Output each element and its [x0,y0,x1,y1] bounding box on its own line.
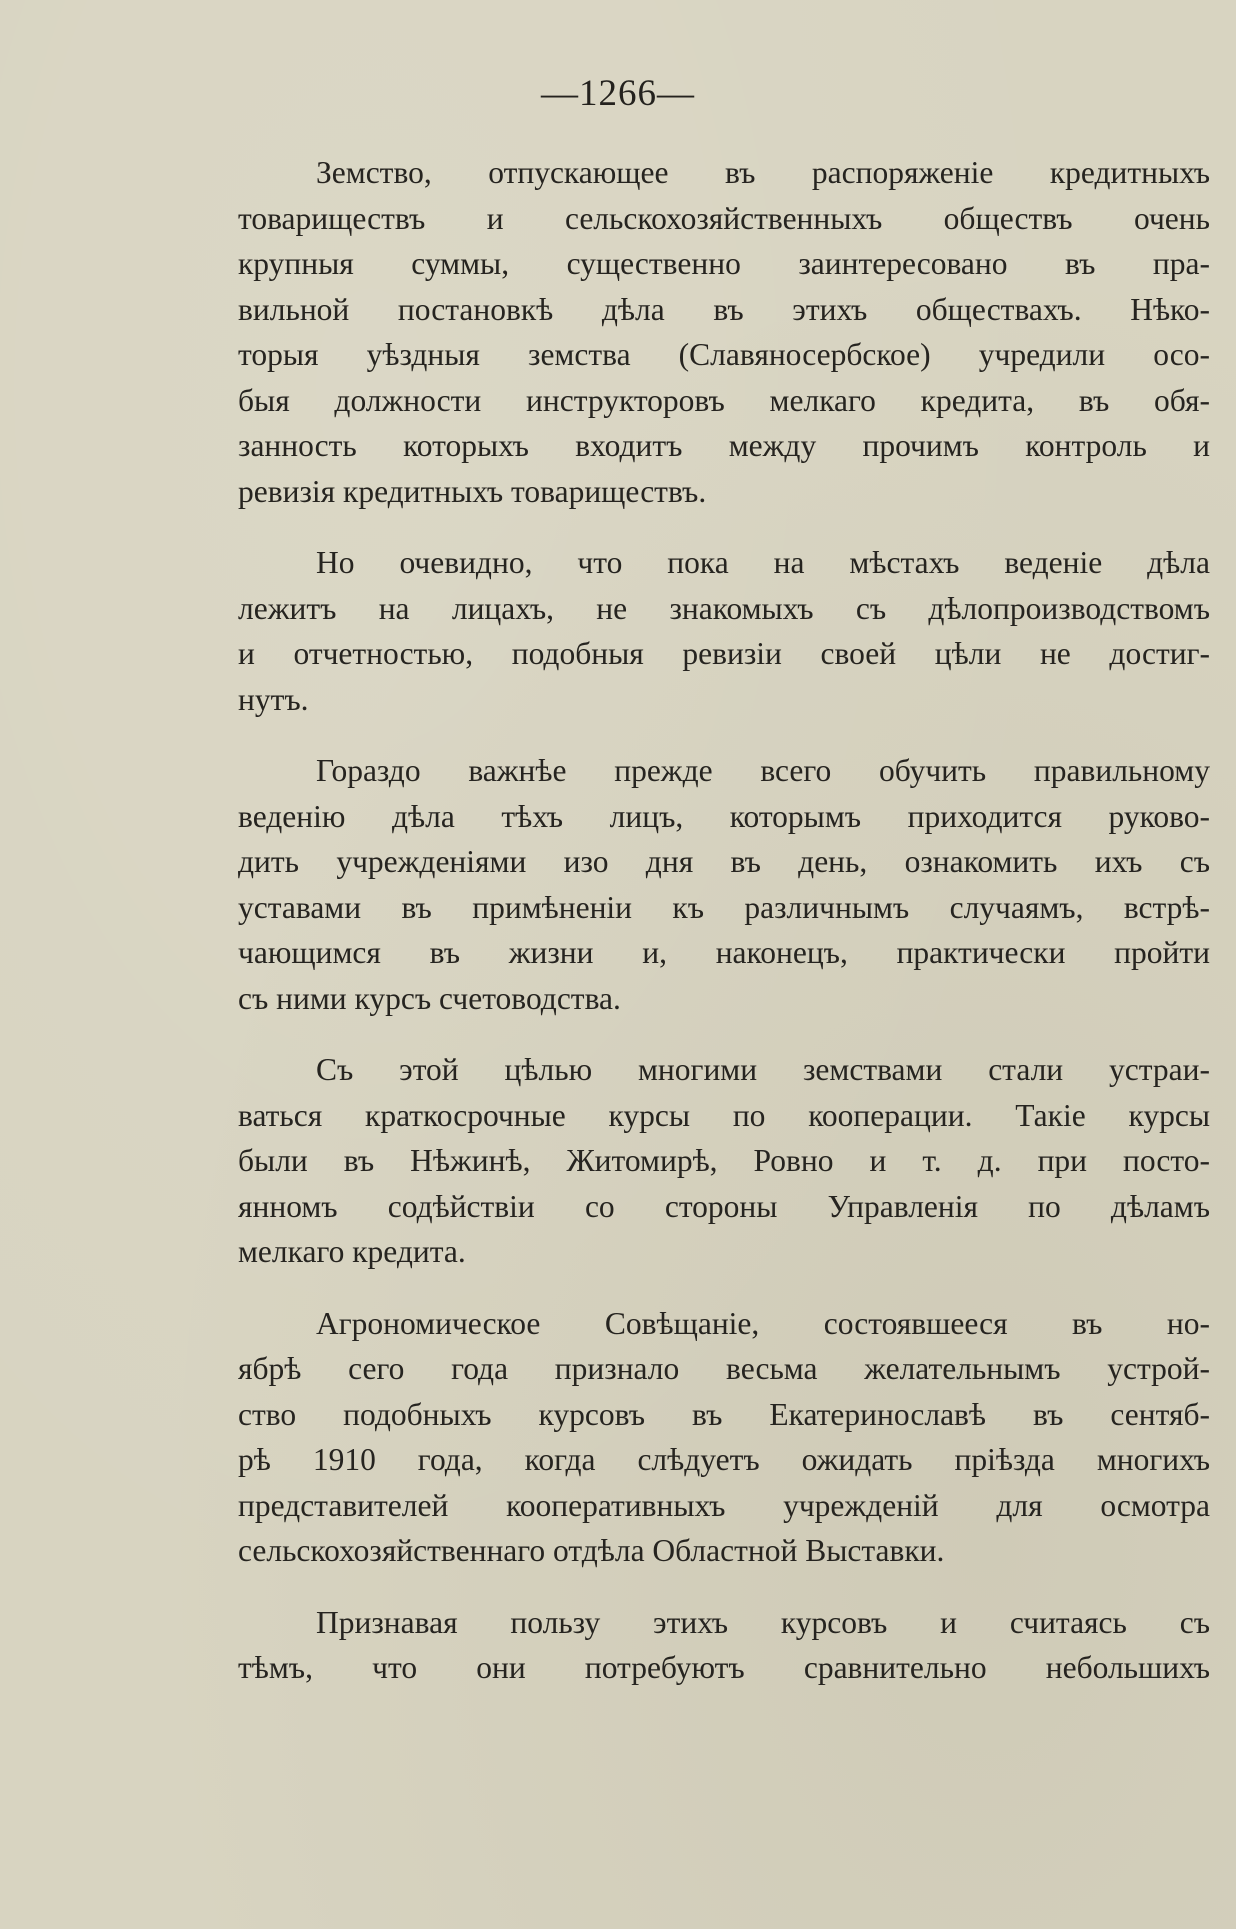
text-line: чающимся въ жизни и, наконецъ, практически пройти [238,935,1210,970]
text-line: ваться краткосрочные курсы по кооперации. Такіе курсы [238,1097,1210,1133]
paragraph-4 [238,1047,1210,1275]
text-line: ство подобныхъ курсовъ въ Екатеринославѣ въ сентяб- [238,1396,1210,1432]
text-line: были въ Нѣжинѣ, Житомирѣ, Ровно и т. д. при посто- [238,1143,1210,1178]
paragraph-1 [238,150,1210,514]
text-line: торыя уѣздныя земства (Славяносербское) учредили осо- [238,337,1210,372]
text-line: рѣ 1910 года, когда слѣдуетъ ожидать пріѣзда многихъ [238,1442,1210,1477]
text-line: занность которыхъ входитъ между прочимъ контроль и [238,428,1210,463]
text-line: крупныя суммы, существенно заинтересовано въ пра- [238,246,1210,281]
text-line: товариществъ и сельскохозяйственныхъ обществъ очень [238,200,1210,236]
paragraph-6 [238,1600,1210,1691]
text-line: ябрѣ сего года признало весьма желательнымъ устрой- [238,1351,1210,1386]
text-line: веденію дѣла тѣхъ лицъ, которымъ приходится руково- [238,798,1210,834]
text-line: съ ними курсъ счетоводства. [238,980,621,1016]
paragraph-5 [238,1301,1210,1574]
text-line: Признавая пользу этихъ курсовъ и считаясь съ [316,1604,1210,1640]
text-line: мелкаго кредита. [238,1234,466,1269]
text-line: нутъ. [238,681,309,717]
paragraph-2 [238,540,1210,722]
text-line: Съ этой цѣлью многими земствами стали устраи- [316,1052,1210,1087]
text-line: тѣмъ, что они потребуютъ сравнительно небольшихъ [238,1650,1210,1685]
paragraph-3 [238,748,1210,1021]
page-number: —1266— [541,73,695,114]
text-line: Но очевидно, что пока на мѣстахъ веденіе дѣла [316,545,1210,580]
text-line: ревизія кредитныхъ товариществъ. [238,473,707,509]
text-line: уставами въ примѣненіи къ различнымъ случаямъ, встрѣ- [238,889,1210,925]
text-line: представителей кооперативныхъ учрежденій для осмотра [238,1487,1210,1523]
text-line: Агрономическое Совѣщаніе, состоявшееся въ но- [316,1305,1210,1341]
text-line: Гораздо важнѣе прежде всего обучить правильному [316,753,1210,788]
text-line: лежитъ на лицахъ, не знакомыхъ съ дѣлопроизводствомъ [238,590,1210,626]
body-text [238,150,1210,1717]
text-line: Земство, отпускающее въ распоряженіе кредитныхъ [316,155,1210,190]
text-line: дить учрежденіями изо дня въ день, ознакомить ихъ съ [238,844,1210,879]
text-line: быя должности инструкторовъ мелкаго кредита, въ обя- [238,382,1210,418]
text-line: и отчетностью, подобныя ревизіи своей цѣли не достиг- [238,636,1210,671]
text-line: янномъ содѣйствіи со стороны Управленія по дѣламъ [238,1188,1210,1224]
text-line: сельскохозяйственнаго отдѣла Областной Выставки. [238,1533,945,1568]
text-line: вильной постановкѣ дѣла въ этихъ обществахъ. Нѣко- [238,291,1210,327]
